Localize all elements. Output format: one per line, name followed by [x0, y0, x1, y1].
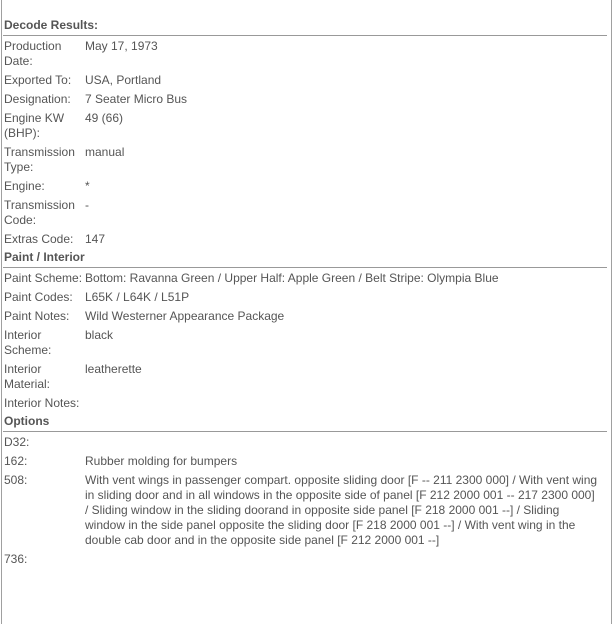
field-label: Paint Notes: [4, 309, 70, 323]
field-value [85, 394, 607, 413]
table-row [3, 90, 607, 109]
section-header-decode-results: Decode Results: [3, 17, 607, 36]
field-value: leatherette [85, 362, 142, 376]
field-label: Transmission Code: [4, 198, 75, 227]
table-row [3, 360, 607, 394]
field-value: Bottom: Ravanna Green / Upper Half: Apple Green / Belt Stripe: Olympia Blue [85, 271, 499, 285]
field-label: Engine KW (BHP): [4, 111, 65, 140]
table-row [3, 177, 607, 196]
field-label: Paint Scheme: [4, 271, 83, 285]
field-value: 49 (66) [85, 111, 124, 125]
table-row [3, 37, 607, 71]
table-row [3, 288, 607, 307]
field-value: Rubber molding for bumpers [85, 454, 238, 468]
section-table-options [3, 433, 607, 569]
section-header-paint-interior: Paint / Interior [3, 249, 607, 268]
field-value: manual [85, 145, 125, 159]
field-label: Interior Material: [4, 362, 51, 391]
table-row [3, 394, 607, 413]
section-table-decode-results [3, 37, 607, 249]
field-value [85, 550, 607, 569]
field-label: Transmission Type: [4, 145, 75, 174]
field-label: Designation: [4, 92, 71, 106]
field-label: Interior Notes: [4, 396, 80, 410]
table-row [3, 452, 607, 471]
field-value: L65K / L64K / L51P [85, 290, 190, 304]
table-row [3, 143, 607, 177]
decode-results [3, 17, 607, 569]
table-row [3, 307, 607, 326]
field-label: 162: [4, 454, 28, 468]
section-header-options: Options [3, 413, 607, 432]
table-row [3, 109, 607, 143]
table-row [3, 230, 607, 249]
field-value: May 17, 1973 [85, 39, 158, 53]
table-row [3, 550, 607, 569]
field-value [85, 433, 607, 452]
table-row [3, 471, 607, 550]
field-value: * [85, 179, 90, 193]
field-value: - [85, 198, 89, 212]
table-row [3, 433, 607, 452]
field-value: Wild Westerner Appearance Package [85, 309, 285, 323]
table-row [3, 196, 607, 230]
field-label: 736: [4, 552, 28, 566]
field-value: With vent wings in passenger compart. opposite sliding door [F -- 211 2300 000] / With vent wing in sliding door and in all windows in the opposite side of panel [F 212 2000 001 -- 217 2300 000] / Sliding window in the sliding doorand in opposite side panel [F 218 2000 001 --] / Sliding window in the side panel opposite the sliding door [F 218 2000 001 --] / With vent wing in the double cab door and in the opposite side panel [F 212 2000 001 --] [85, 473, 598, 547]
table-row [3, 71, 607, 90]
table-row [3, 269, 607, 288]
field-label: D32: [4, 435, 30, 449]
field-label: Production Date: [4, 39, 62, 68]
field-label: Extras Code: [4, 232, 74, 246]
field-label: Interior Scheme: [4, 328, 52, 357]
field-value: black [85, 328, 114, 342]
field-label: 508: [4, 473, 28, 487]
field-value: 7 Seater Micro Bus [85, 92, 188, 106]
field-label: Paint Codes: [4, 290, 73, 304]
field-label: Exported To: [4, 73, 72, 87]
field-value: 147 [85, 232, 106, 246]
section-table-paint-interior [3, 269, 607, 413]
field-label: Engine: [4, 179, 45, 193]
field-value: USA, Portland [85, 73, 162, 87]
table-row [3, 326, 607, 360]
